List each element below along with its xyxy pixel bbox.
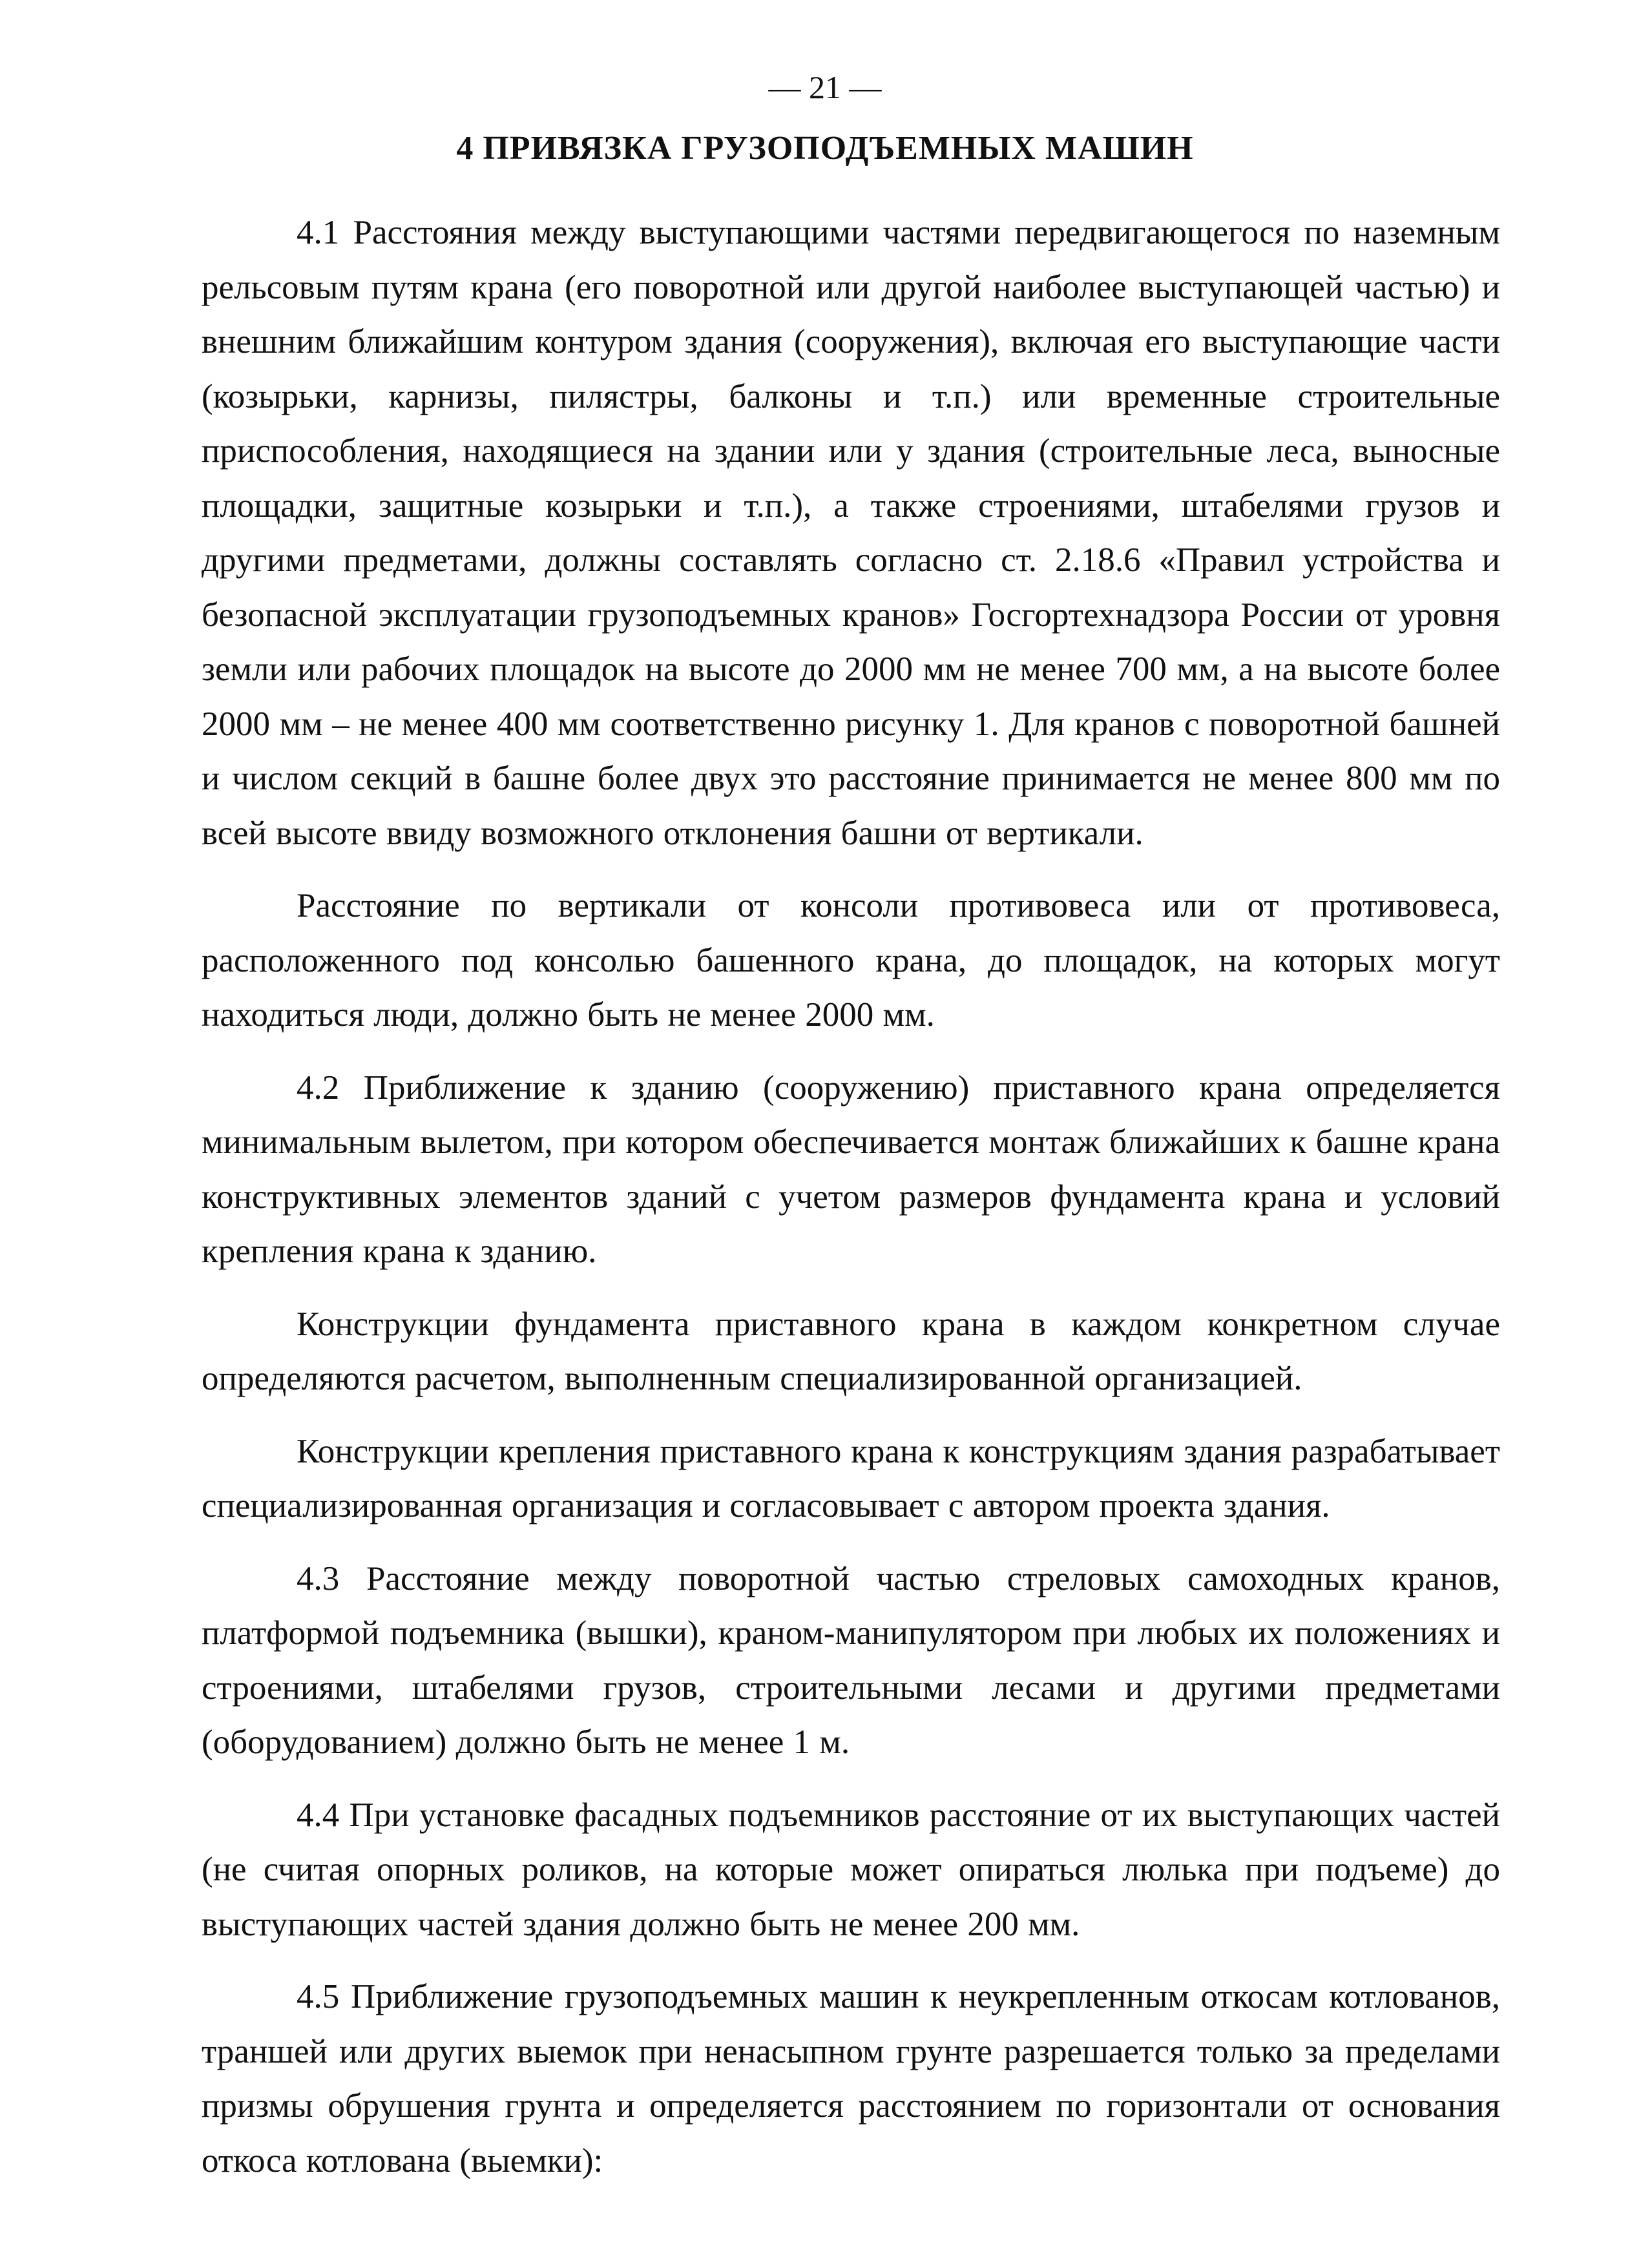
paragraph-4-2: 4.2 Приближение к зданию (сооружению) приставного крана определяется минимальным вылетом, при котором обеспечивается монтаж ближайших к башне крана конструктивных элементов зданий с учетом размеров фундамента крана и условий крепления крана к зданию. — [202, 1068, 1500, 1270]
section-title: 4 ПРИВЯЗКА ГРУЗОПОДЪЕМНЫХ МАШИН — [456, 130, 1194, 167]
paragraph-4-5: 4.5 Приближение грузоподъемных машин к неукрепленным откосам котлованов, траншей или других выемок при ненасыпном грунте разрешается только за пределами призмы обрушения грунта и определяется расстоянием по горизонтали от основания откоса котлована (выемки): — [202, 1978, 1500, 2180]
paragraph-fastening: Конструкции крепления приставного крана к конструкциям здания разрабатывает специализированная организация и согласовывает с автором проекта здания. — [202, 1432, 1500, 1524]
page-number: — 21 — — [768, 69, 882, 105]
body-text — [202, 205, 1500, 2206]
paragraph-4-4: 4.4 При установке фасадных подъемников расстояние от их выступающих частей (не считая опорных роликов, на которые может опираться люлька при подъеме) до выступающих частей здания должно быть не менее 200 мм. — [202, 1796, 1500, 1943]
paragraph-4-3: 4.3 Расстояние между поворотной частью стреловых самоходных кранов, платформой подъемника (вышки), краном-манипулятором при любых их положениях и строениями, штабелями грузов, строительными лесами и другими предметами (оборудованием) должно быть не менее 1 м. — [202, 1559, 1500, 1761]
paragraph-4-1: 4.1 Расстояния между выступающими частями передвигающегося по наземным рельсовым путям крана (его поворотной или другой наиболее выступающей частью) и внешним ближайшим контуром здания (сооружения), включая его выступающие части (козырьки, карнизы, пилястры, балконы и т.п.) или временные строительные приспособления, находящиеся на здании или у здания (строительные леса, выносные площадки, защитные козырьки и т.п.), а также строениями, штабелями грузов и другими предметами, должны составлять согласно ст. 2.18.6 «Правил устройства и безопасной эксплуатации грузоподъемных кранов» Госгортехнадзора России от уровня земли или рабочих площадок на высоте до 2000 мм не менее 700 мм, а на высоте более 2000 мм – не менее 400 мм соответственно рисунку 1. Для кранов с поворотной башней и числом секций в башне более двух это расстояние принимается не менее 800 мм по всей высоте ввиду возможного отклонения башни от вертикали. — [202, 214, 1500, 852]
paragraph-counterweight-clearance: Расстояние по вертикали от консоли противовеса или от противовеса, расположенного под консолью башенного крана, до площадок, на которых могут находиться люди, должно быть не менее 2000 мм. — [202, 887, 1500, 1034]
paragraph-foundation: Конструкции фундамента приставного крана в каждом конкретном случае определяются расчетом, выполненным специализированной организацией. — [202, 1305, 1500, 1397]
